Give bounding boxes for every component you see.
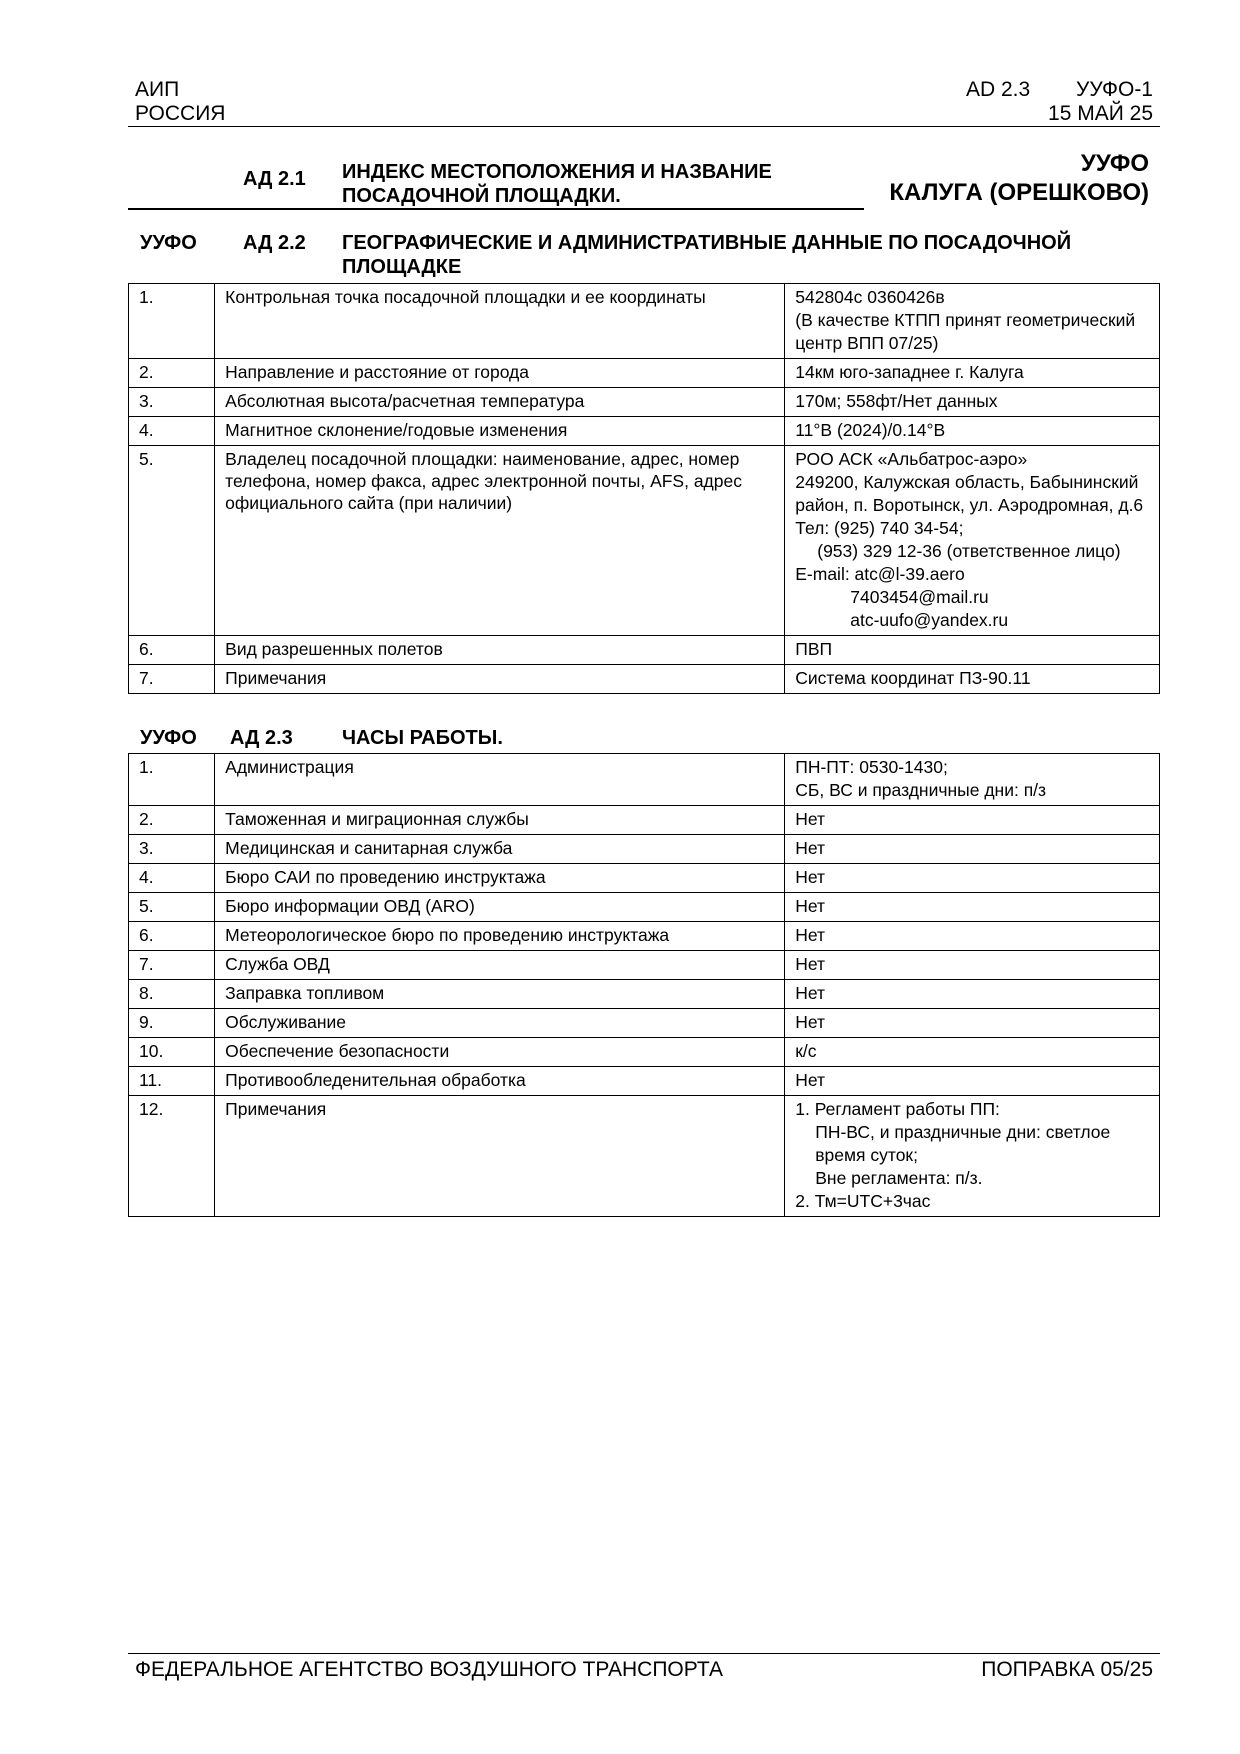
table-row xyxy=(129,417,1160,446)
ad21-title-line2: ПОСАДОЧНОЙ ПЛОЩАДКИ. xyxy=(342,185,621,207)
table-row xyxy=(129,1009,1160,1038)
row-description: Противообледенительная обработка xyxy=(215,1067,785,1096)
row-number: 6. xyxy=(129,636,215,665)
table-row xyxy=(129,446,1160,636)
ad23-table xyxy=(128,753,1160,1217)
header-rule xyxy=(128,126,1160,127)
footer-agency: ФЕДЕРАЛЬНОЕ АГЕНТСТВО ВОЗДУШНОГО ТРАНСПОРТА xyxy=(135,1658,723,1681)
ad23-code: АД 2.3 xyxy=(230,727,293,749)
row-description: Абсолютная высота/расчетная температура xyxy=(215,388,785,417)
row-value: 170м; 558фт/Нет данных xyxy=(785,388,1160,417)
ad22-title-line1: ГЕОГРАФИЧЕСКИЕ И АДМИНИСТРАТИВНЫЕ ДАННЫЕ ПО ПОСАДОЧНОЙ xyxy=(342,232,1072,254)
ad22-title xyxy=(342,231,1071,279)
row-number: 6. xyxy=(129,922,215,951)
row-number: 7. xyxy=(129,665,215,694)
row-value: Нет xyxy=(785,980,1160,1009)
row-description: Вид разрешенных полетов xyxy=(215,636,785,665)
table-row xyxy=(129,951,1160,980)
row-description: Медицинская и санитарная служба xyxy=(215,835,785,864)
row-description: Служба ОВД xyxy=(215,951,785,980)
row-description: Таможенная и миграционная службы xyxy=(215,806,785,835)
row-description: Заправка топливом xyxy=(215,980,785,1009)
ad23-title: ЧАСЫ РАБОТЫ. xyxy=(342,727,503,749)
row-description: Бюро информации ОВД (ARO) xyxy=(215,893,785,922)
ad21-title xyxy=(342,160,772,208)
row-number: 3. xyxy=(129,388,215,417)
row-description: Обслуживание xyxy=(215,1009,785,1038)
ad23-prefix: УУФО xyxy=(140,727,197,749)
row-description: Контрольная точка посадочной площадки и ее координаты xyxy=(215,284,785,359)
row-value: Нет xyxy=(785,893,1160,922)
row-number: 5. xyxy=(129,893,215,922)
row-description: Примечания xyxy=(215,665,785,694)
row-value: РОО АСК «Альбатрос-аэро» 249200, Калужская область, Бабынинский район, п. Воротынск, ул. Аэродромная, д.6 Тел: (925) 740 34-54; (953) 329 12-36 (ответственное лицо) E-mail: atc@l-39.aero 7403454@mail.ru atc-uufo@yandex.ru xyxy=(785,446,1160,636)
footer-amendment: ПОПРАВКА 05/25 xyxy=(981,1658,1153,1681)
row-description: Бюро САИ по проведению инструктажа xyxy=(215,864,785,893)
row-value: Система координат ПЗ-90.11 xyxy=(785,665,1160,694)
row-description: Магнитное склонение/годовые изменения xyxy=(215,417,785,446)
row-number: 3. xyxy=(129,835,215,864)
ad21-rule xyxy=(128,208,864,210)
row-value: Нет xyxy=(785,1009,1160,1038)
row-number: 4. xyxy=(129,864,215,893)
row-value: Нет xyxy=(785,835,1160,864)
ad21-indicator: УУФО xyxy=(1080,150,1149,177)
row-number: 5. xyxy=(129,446,215,636)
row-description: Обеспечение безопасности xyxy=(215,1038,785,1067)
row-number: 7. xyxy=(129,951,215,980)
row-number: 8. xyxy=(129,980,215,1009)
ad21-name: КАЛУГА (ОРЕШКОВО) xyxy=(889,179,1149,206)
row-value: 14км юго-западнее г. Калуга xyxy=(785,359,1160,388)
row-number: 2. xyxy=(129,359,215,388)
ad22-table xyxy=(128,283,1160,694)
row-number: 1. xyxy=(129,284,215,359)
row-value: ПН-ПТ: 0530-1430; СБ, ВС и праздничные дни: п/з xyxy=(785,754,1160,806)
row-number: 9. xyxy=(129,1009,215,1038)
table-row xyxy=(129,835,1160,864)
table-row xyxy=(129,1096,1160,1217)
header-date: 15 МАЙ 25 xyxy=(1048,102,1153,125)
row-number: 4. xyxy=(129,417,215,446)
row-number: 10. xyxy=(129,1038,215,1067)
table-row xyxy=(129,388,1160,417)
footer-rule xyxy=(128,1653,1160,1654)
ad21-code: АД 2.1 xyxy=(243,168,306,190)
table-row xyxy=(129,806,1160,835)
ad22-title-line2: ПЛОЩАДКЕ xyxy=(342,256,462,278)
header-country: РОССИЯ xyxy=(135,102,226,125)
table-row xyxy=(129,665,1160,694)
row-value: ПВП xyxy=(785,636,1160,665)
table-row xyxy=(129,1067,1160,1096)
row-value: Нет xyxy=(785,1067,1160,1096)
table-row xyxy=(129,636,1160,665)
row-value: Нет xyxy=(785,951,1160,980)
row-value: к/с xyxy=(785,1038,1160,1067)
row-description: Примечания xyxy=(215,1096,785,1217)
table-row xyxy=(129,359,1160,388)
header-aip: АИП xyxy=(135,78,180,101)
row-description: Метеорологическое бюро по проведению инструктажа xyxy=(215,922,785,951)
row-value: 11°В (2024)/0.14°В xyxy=(785,417,1160,446)
row-number: 12. xyxy=(129,1096,215,1217)
row-number: 2. xyxy=(129,806,215,835)
row-value: Нет xyxy=(785,806,1160,835)
table-row xyxy=(129,754,1160,806)
ad22-prefix: УУФО xyxy=(140,232,197,254)
row-value: Нет xyxy=(785,922,1160,951)
table-row xyxy=(129,864,1160,893)
row-description: Владелец посадочной площадки: наименование, адрес, номер телефона, номер факса, адрес электронной почты, AFS, адрес официального сайта (при наличии) xyxy=(215,446,785,636)
ad21-title-line1: ИНДЕКС МЕСТОПОЛОЖЕНИЯ И НАЗВАНИЕ xyxy=(342,161,772,183)
table-row xyxy=(129,980,1160,1009)
row-number: 11. xyxy=(129,1067,215,1096)
table-row xyxy=(129,1038,1160,1067)
table-row xyxy=(129,922,1160,951)
table-row xyxy=(129,284,1160,359)
row-value: Нет xyxy=(785,864,1160,893)
row-value: 542804с 0360426в (В качестве КТПП принят геометрический центр ВПП 07/25) xyxy=(785,284,1160,359)
header-section-code: AD 2.3 xyxy=(966,78,1031,101)
row-description: Администрация xyxy=(215,754,785,806)
table-row xyxy=(129,893,1160,922)
row-number: 1. xyxy=(129,754,215,806)
row-description: Направление и расстояние от города xyxy=(215,359,785,388)
header-page-code: УУФО-1 xyxy=(1076,78,1153,101)
ad22-code: АД 2.2 xyxy=(243,232,306,254)
row-value: 1. Регламент работы ПП: ПН-ВС, и праздничные дни: светлое время суток; Вне регламента: п/з. 2. Тм=UTC+3час xyxy=(785,1096,1160,1217)
